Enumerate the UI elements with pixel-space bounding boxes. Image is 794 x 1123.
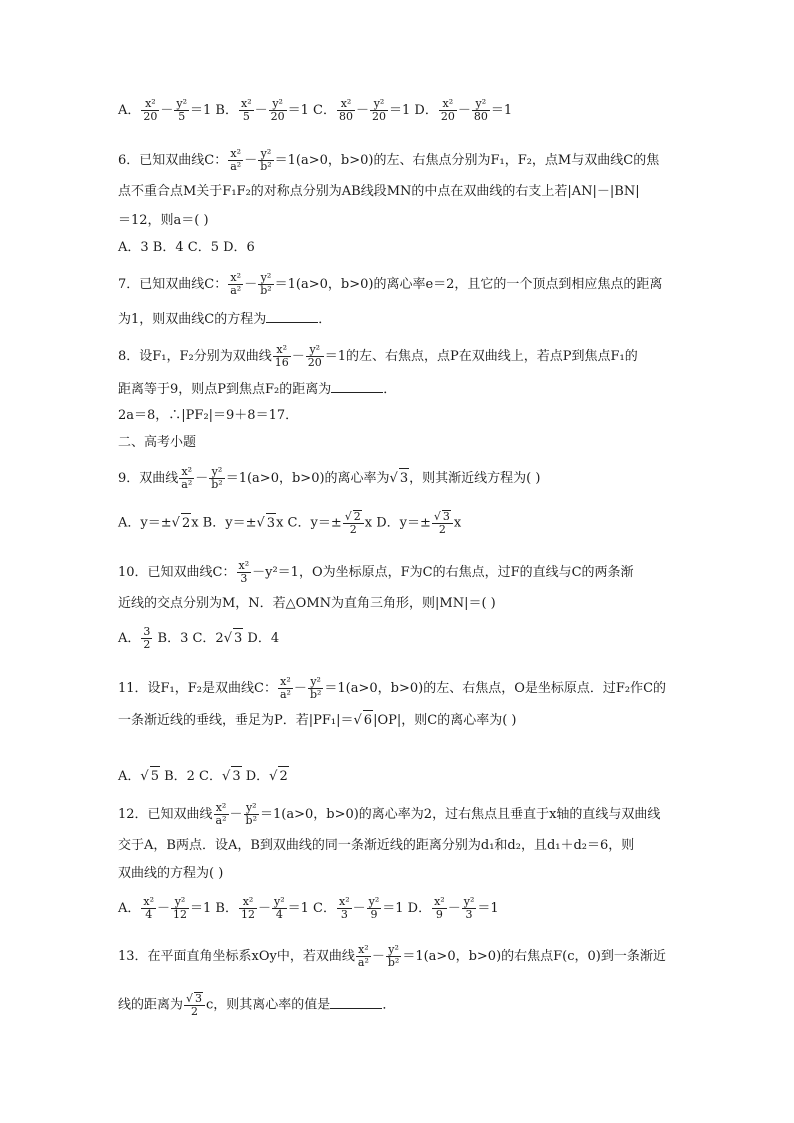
minus-sign: －	[160, 103, 174, 118]
question-text: |OP|，则C的离心率为( )	[373, 713, 517, 728]
choice-a-label: A．	[118, 103, 141, 118]
minus-sign: －	[352, 901, 366, 916]
sqrt-sign: √	[171, 515, 180, 531]
radicand: 5	[150, 766, 160, 787]
denominator: 9	[370, 908, 378, 921]
radicand: 2	[278, 766, 288, 787]
denominator: b²	[211, 478, 223, 491]
fraction	[367, 896, 382, 921]
denominator: 80	[473, 110, 488, 123]
numerator: x²	[143, 895, 155, 908]
denominator: 3	[240, 572, 248, 585]
denominator: 12	[173, 908, 188, 921]
numerator: y²	[274, 895, 285, 908]
fraction	[258, 272, 273, 297]
choice-text: ＝1 C．	[287, 103, 336, 118]
choice-text: A．	[118, 631, 141, 646]
q6-line1	[118, 148, 684, 173]
numerator: x²	[278, 676, 293, 689]
q7-line1	[118, 272, 684, 297]
choice-text: A．	[118, 769, 141, 784]
denominator: b²	[309, 688, 322, 701]
q8-line3: 2a＝8，∴|PF₂|＝9＋8＝17．	[118, 408, 299, 423]
fraction	[141, 626, 152, 651]
q10-choices	[118, 626, 684, 651]
fraction	[179, 466, 194, 491]
denominator: 20	[307, 356, 322, 369]
minus-sign: －	[356, 103, 370, 118]
punctuation: ．	[382, 997, 396, 1013]
denominator: b²	[260, 160, 272, 173]
question-text: 13．在平面直角坐标系xOy中，若双曲线	[118, 949, 355, 964]
minus-sign: －	[371, 949, 385, 964]
punctuation: ．	[383, 382, 397, 397]
answer-blank[interactable]	[266, 310, 318, 323]
radicand: 2	[353, 510, 361, 523]
q9-choices	[118, 510, 684, 536]
denominator: 2	[143, 638, 151, 651]
question-text: ＝1(a>0，b>0)的右焦点F(c，0)到一条渐近	[402, 949, 666, 964]
question-text: ＝1(a>0，b>0)的左、右焦点分别为F₁，F₂，点M与双曲线C的焦	[274, 153, 660, 168]
numerator	[432, 510, 453, 524]
numerator: y²	[244, 802, 259, 815]
denominator: 20	[440, 110, 455, 123]
numerator: y²	[306, 344, 324, 357]
denominator: 2	[191, 1005, 199, 1018]
choice-text: D．	[241, 769, 270, 784]
numerator: y²	[209, 466, 224, 479]
numerator: x²	[273, 344, 291, 357]
sqrt-sign: √	[269, 769, 278, 784]
question-text: 9．双曲线	[118, 471, 179, 486]
numerator: y²	[258, 148, 273, 161]
question-text: ，则其渐近线方程为( )	[409, 471, 541, 486]
denominator: 5	[178, 110, 186, 123]
fraction	[272, 896, 287, 921]
sqrt-sign: √	[353, 713, 362, 728]
choice-text: B．3 C．2	[153, 631, 224, 646]
numerator: x²	[241, 97, 252, 110]
denominator: 5	[242, 110, 250, 123]
numerator: y²	[472, 98, 490, 111]
question-text: 6．已知双曲线C：	[118, 153, 228, 168]
q9-line1	[118, 466, 684, 491]
question-text: 距离等于9，则点P到焦点F₂的距离为	[118, 382, 332, 397]
numerator: x²	[239, 896, 257, 909]
denominator: 4	[145, 908, 153, 921]
q13-line2	[118, 992, 684, 1018]
fraction	[171, 896, 189, 921]
choice-text: ＝1	[477, 901, 499, 916]
numerator: y²	[176, 97, 188, 110]
choice-text: x D．y＝±	[364, 515, 431, 531]
choice-text: ＝1	[490, 103, 513, 118]
numerator: x²	[214, 802, 229, 815]
fraction	[141, 98, 159, 123]
radicand: 2	[181, 513, 191, 534]
denominator: 80	[339, 110, 353, 123]
fraction	[239, 896, 257, 921]
fraction	[228, 148, 243, 173]
choice-text: ＝1 D．	[382, 901, 432, 916]
question-text: ＝1(a>0，b>0)的左、右焦点，O是坐标原点．过F₂作C的	[324, 681, 667, 696]
numerator: y²	[370, 98, 388, 111]
fraction	[472, 98, 490, 123]
denominator: 3	[465, 908, 473, 921]
choice-text: A．	[118, 901, 141, 916]
fraction	[370, 98, 388, 123]
denominator: a²	[215, 814, 227, 827]
numerator: x²	[238, 559, 250, 572]
numerator: x²	[179, 466, 194, 479]
minus-sign: －	[244, 277, 258, 292]
fraction	[228, 272, 243, 297]
fraction	[244, 802, 259, 827]
denominator: 12	[241, 908, 255, 921]
fraction	[432, 896, 447, 921]
q12-choices	[118, 896, 684, 921]
q5-choices	[118, 98, 684, 123]
minus-sign: －	[195, 471, 209, 486]
fraction	[386, 944, 401, 969]
choice-text: x	[453, 515, 462, 531]
sqrt-sign: √	[344, 510, 352, 523]
numerator: x²	[228, 272, 243, 285]
question-text: －y²＝1，O为坐标原点，F为C的右焦点，过F的直线与C的两条渐	[252, 565, 634, 580]
question-text: 为1，则双曲线C的方程为	[118, 312, 267, 327]
fraction	[337, 896, 352, 921]
denominator: b²	[260, 284, 272, 297]
denominator: 16	[274, 356, 289, 369]
numerator: x²	[228, 148, 243, 161]
q12-line2: 交于A，B两点．设A，B到双曲线的同一条渐近线的距离分别为d₁和d₂，且d₁＋d₂＝6，则	[118, 838, 635, 853]
numerator: x²	[434, 895, 445, 908]
numerator: x²	[337, 98, 355, 111]
question-text: ＝1(a>0，b>0)的离心率为2，过右焦点且垂直于x轴的直线与双曲线	[259, 807, 661, 822]
sqrt-sign: √	[256, 515, 265, 531]
denominator: b²	[245, 814, 257, 827]
denominator: 3	[340, 908, 348, 921]
minus-sign: －	[293, 681, 307, 696]
choice-text: ＝1 C．	[287, 901, 336, 916]
punctuation: ．	[318, 312, 332, 327]
minus-sign: －	[244, 153, 258, 168]
minus-sign: －	[229, 807, 243, 822]
fraction	[462, 896, 477, 921]
fraction	[343, 510, 364, 536]
choice-text: ＝1 D．	[389, 103, 438, 118]
minus-sign: －	[258, 901, 272, 916]
q12-line3: 双曲线的方程为( )	[118, 866, 224, 881]
minus-sign: －	[457, 103, 471, 118]
fraction	[308, 676, 323, 701]
denominator: 9	[435, 908, 443, 921]
choice-text: B．2 C．	[159, 769, 223, 784]
fraction	[306, 344, 324, 369]
choice-text: A．y＝±	[118, 515, 172, 531]
question-text: 12．已知双曲线	[118, 807, 213, 822]
radicand: 3	[399, 468, 409, 489]
numerator: y²	[308, 676, 323, 689]
question-text: 11．设F₁，F₂是双曲线C：	[118, 681, 277, 696]
question-text: c，则其离心率的值是	[206, 997, 331, 1013]
sqrt-sign: √	[222, 769, 231, 784]
fraction	[209, 466, 224, 491]
numerator: y²	[386, 944, 401, 957]
numerator: x²	[141, 98, 159, 111]
q11-choices	[118, 766, 684, 787]
radicand: 3	[195, 992, 203, 1005]
denominator: a²	[357, 956, 369, 969]
numerator: x²	[439, 98, 457, 111]
fraction	[258, 148, 273, 173]
fraction	[174, 98, 189, 123]
choice-text: ＝1 B．	[190, 901, 238, 916]
answer-blank[interactable]	[331, 380, 383, 393]
denominator: 4	[275, 908, 283, 921]
question-text: 一条渐近线的垂线，垂足为P．若|PF₁|＝	[118, 713, 354, 728]
numerator	[184, 992, 205, 1006]
numerator: x²	[356, 944, 371, 957]
sqrt-sign: √	[433, 510, 441, 523]
q10-line1	[118, 560, 684, 585]
choice-text: x C．y＝±	[276, 515, 342, 531]
q11-line2	[118, 710, 684, 731]
denominator: 20	[372, 110, 387, 123]
radicand: 3	[233, 628, 243, 649]
numerator: y²	[269, 98, 287, 111]
q6-line2: 点不重合点M关于F₁F₂的对称点分别为AB线段MN的中点在双曲线的右支上若|AN|－|BN|	[118, 184, 640, 199]
question-text: ＝1的左、右焦点，点P在双曲线上，若点P到焦点F₁的	[324, 349, 638, 364]
sqrt-sign: √	[389, 471, 398, 486]
q8-line1	[118, 344, 684, 369]
fraction	[214, 802, 229, 827]
minus-sign: －	[157, 901, 171, 916]
minus-sign: －	[291, 349, 305, 364]
question-text: 10．已知双曲线C：	[118, 565, 236, 580]
denominator: a²	[181, 478, 193, 491]
q13-line1	[118, 944, 684, 969]
choice-text: x B．y＝±	[191, 515, 257, 531]
denominator: a²	[230, 284, 242, 297]
fraction	[278, 676, 293, 701]
sqrt-sign: √	[186, 992, 194, 1005]
q10-line2: 近线的交点分别为M，N．若△OMN为直角三角形，则|MN|＝( )	[118, 596, 496, 611]
numerator	[343, 510, 364, 524]
fraction	[273, 344, 291, 369]
numerator: x²	[339, 895, 350, 908]
answer-blank[interactable]	[330, 996, 382, 1009]
fraction	[237, 560, 252, 585]
fraction	[239, 98, 254, 123]
numerator: 3	[143, 625, 151, 638]
q6-choices: A．3 B．4 C．5 D．6	[118, 240, 255, 255]
radicand: 3	[231, 766, 241, 787]
numerator: y²	[463, 895, 475, 908]
q8-line2	[118, 380, 684, 400]
q7-line2	[118, 310, 684, 330]
denominator: a²	[279, 688, 291, 701]
choice-text: D．4	[243, 631, 280, 646]
fraction	[356, 944, 371, 969]
denominator: b²	[387, 956, 400, 969]
fraction	[337, 98, 355, 123]
question-text: ＝1(a>0，b>0)的离心率为	[225, 471, 390, 486]
question-text: 7．已知双曲线C：	[118, 277, 228, 292]
question-text: 线的距离为	[118, 997, 184, 1013]
fraction	[269, 98, 287, 123]
q11-line1	[118, 676, 684, 701]
denominator: 20	[270, 110, 285, 123]
sqrt-sign: √	[223, 631, 232, 646]
radicand: 3	[266, 513, 276, 534]
denominator: 20	[143, 110, 158, 123]
question-text: ＝1(a>0，b>0)的离心率e＝2，且它的一个顶点到相应焦点的距离	[274, 277, 663, 292]
minus-sign: －	[447, 901, 461, 916]
q6-line3: ＝12，则a＝( )	[118, 213, 209, 228]
fraction	[439, 98, 457, 123]
fraction	[432, 510, 453, 536]
radicand: 3	[442, 510, 450, 523]
question-text: 8．设F₁，F₂分别为双曲线	[118, 349, 272, 364]
sqrt-sign: √	[140, 769, 149, 784]
section-heading: 二、高考小题	[118, 435, 197, 450]
numerator: y²	[171, 896, 189, 909]
fraction	[141, 896, 156, 921]
fraction	[184, 992, 205, 1018]
minus-sign: －	[254, 103, 268, 118]
numerator: y²	[258, 272, 273, 285]
radicand: 6	[363, 710, 373, 731]
denominator: 2	[349, 523, 357, 536]
numerator: y²	[368, 895, 380, 908]
choice-text: ＝1 B．	[190, 103, 238, 118]
denominator: 2	[438, 523, 446, 536]
denominator: a²	[230, 160, 242, 173]
q12-line1	[118, 802, 684, 827]
